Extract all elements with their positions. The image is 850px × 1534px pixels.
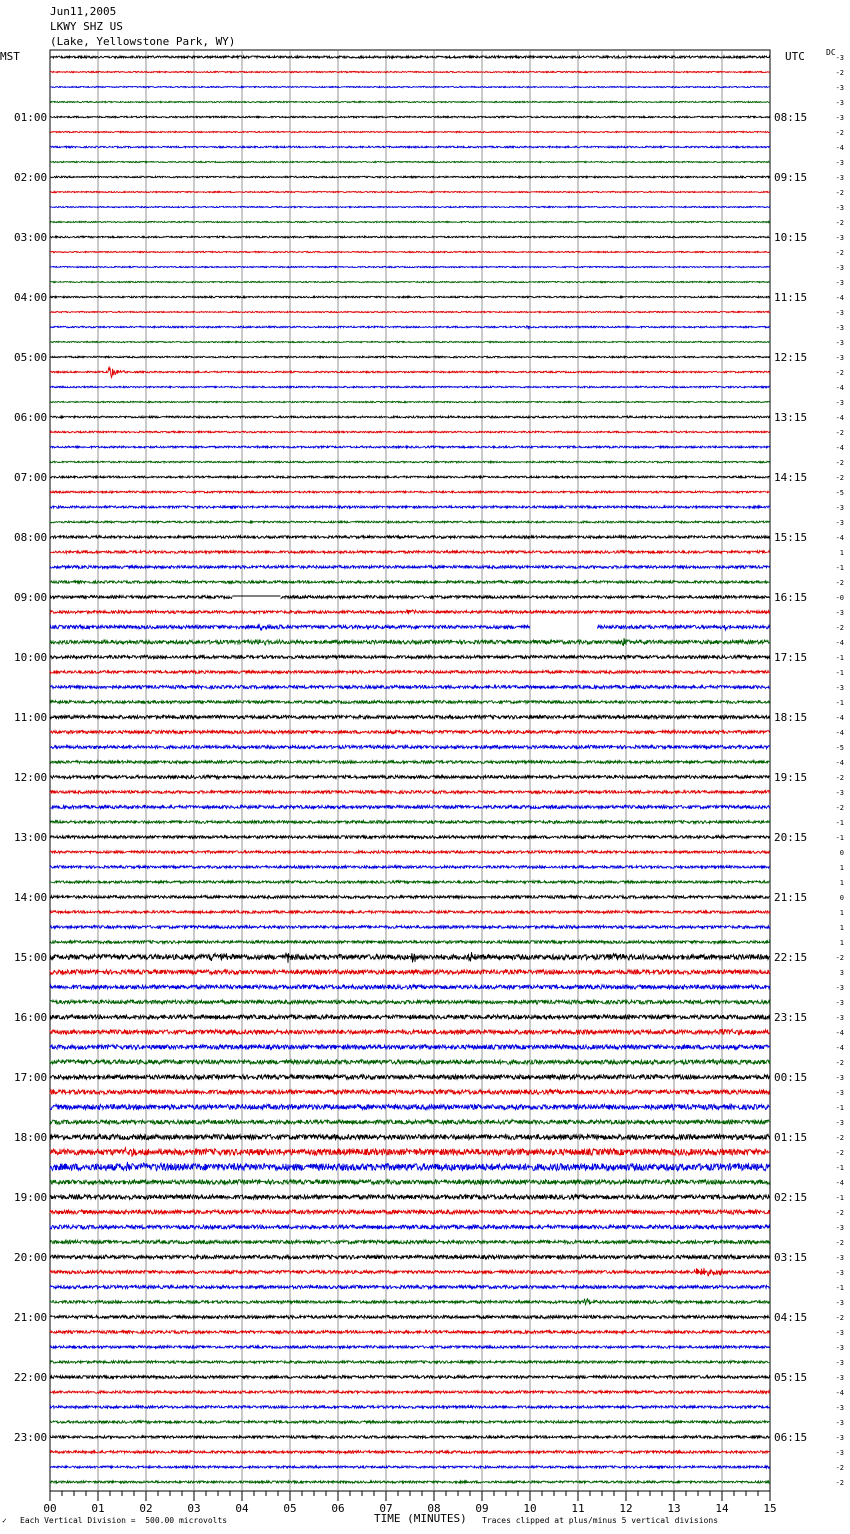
seismic-trace	[50, 851, 770, 854]
dc-offset-value: -1	[835, 699, 844, 707]
seismic-trace	[50, 161, 770, 162]
x-tick-label: 03	[187, 1502, 201, 1515]
seismic-trace	[50, 1466, 770, 1468]
dc-offset-value: -2	[835, 129, 844, 137]
dc-offset-value: -0	[835, 594, 844, 602]
left-hour-label: 11:00	[14, 711, 48, 724]
dc-offset-value: -2	[835, 1239, 844, 1247]
seismic-trace	[50, 1148, 770, 1157]
seismic-trace	[50, 952, 770, 963]
seismic-trace	[50, 491, 770, 493]
x-tick-label: 01	[91, 1502, 105, 1515]
seismic-trace	[50, 206, 770, 207]
dc-offset-value: -3	[835, 159, 844, 167]
right-hour-label: 21:15	[774, 891, 808, 904]
seismic-trace	[50, 341, 770, 342]
left-hour-label: 16:00	[14, 1011, 48, 1024]
left-hour-label: 19:00	[14, 1191, 48, 1204]
dc-offset-value: -2	[835, 219, 844, 227]
left-hour-label: 03:00	[14, 231, 48, 244]
left-hour-label: 04:00	[14, 291, 48, 304]
x-axis-title: TIME (MINUTES)	[374, 1512, 467, 1525]
dc-offset-value: -4	[835, 759, 844, 767]
seismic-trace	[50, 805, 770, 808]
left-hour-label: 05:00	[14, 351, 48, 364]
x-tick-label: 13	[667, 1502, 681, 1515]
seismic-trace	[50, 715, 770, 719]
dc-offset-value: -3	[835, 114, 844, 122]
seismic-trace	[50, 1255, 770, 1259]
left-hour-label: 01:00	[14, 111, 48, 124]
dc-offset-value: -2	[835, 369, 844, 377]
dc-offset-value: -1	[835, 1104, 844, 1112]
seismic-trace	[50, 536, 770, 539]
dc-offset-value: -3	[835, 1359, 844, 1367]
right-hour-label: 14:15	[774, 471, 808, 484]
seismic-trace	[50, 386, 770, 388]
seismic-trace	[50, 1029, 770, 1035]
dc-offset-value: -1	[835, 819, 844, 827]
dc-offset-value: -3	[835, 684, 844, 692]
dc-offset-value: -2	[835, 774, 844, 782]
x-tick-label: 00	[43, 1502, 57, 1515]
seismic-trace	[50, 251, 770, 252]
right-hour-label: 18:15	[774, 711, 808, 724]
seismic-trace	[50, 1331, 770, 1334]
seismic-trace	[50, 326, 770, 328]
right-hour-label: 06:15	[774, 1431, 808, 1444]
dc-offset-value: -2	[835, 1059, 844, 1067]
right-hour-label: 22:15	[774, 951, 808, 964]
left-hour-label: 20:00	[14, 1251, 48, 1264]
x-tick-label: 09	[475, 1502, 489, 1515]
left-hour-label: 17:00	[14, 1071, 48, 1084]
seismic-trace	[50, 596, 770, 599]
seismic-trace	[50, 416, 770, 418]
right-hour-label: 16:15	[774, 591, 808, 604]
left-hour-label: 12:00	[14, 771, 48, 784]
dc-offset-value: -3	[835, 1449, 844, 1457]
seismic-trace	[50, 1210, 770, 1214]
dc-offset-value: -3	[835, 339, 844, 347]
seismic-trace	[50, 926, 770, 929]
dc-offset-value: -3	[835, 279, 844, 287]
seismic-trace	[50, 281, 770, 282]
left-hour-label: 10:00	[14, 651, 48, 664]
left-hour-label: 13:00	[14, 831, 48, 844]
seismic-trace	[50, 551, 770, 554]
left-hour-label: 15:00	[14, 951, 48, 964]
seismic-trace	[50, 1391, 770, 1394]
right-hour-label: 15:15	[774, 531, 808, 544]
seismic-trace	[50, 761, 770, 764]
x-tick-label: 02	[139, 1502, 153, 1515]
seismic-trace	[50, 775, 770, 778]
dc-offset-value: -2	[835, 459, 844, 467]
dc-offset-value: -5	[835, 489, 844, 497]
seismic-trace	[50, 1075, 770, 1079]
dc-offset-value: 1	[839, 924, 844, 932]
seismic-trace	[50, 745, 770, 748]
dc-offset-value: -3	[835, 999, 844, 1007]
dc-offset-value: -3	[835, 204, 844, 212]
dc-offset-value: -3	[835, 324, 844, 332]
dc-offset-value: -2	[835, 954, 844, 962]
right-hour-label: 08:15	[774, 111, 808, 124]
seismic-trace	[50, 476, 770, 478]
dc-offset-value: -3	[835, 789, 844, 797]
left-hour-label: 14:00	[14, 891, 48, 904]
seismic-trace	[50, 1180, 770, 1184]
dc-offset-value: -1	[835, 834, 844, 842]
seismic-trace	[50, 1000, 770, 1004]
seismic-trace	[50, 367, 770, 377]
dc-offset-value: -2	[835, 474, 844, 482]
seismic-trace	[50, 431, 770, 433]
seismic-trace	[50, 671, 770, 674]
seismic-trace	[50, 1421, 770, 1424]
seismic-trace	[50, 1406, 770, 1409]
right-hour-label: 04:15	[774, 1311, 808, 1324]
dc-offset-value: -3	[835, 984, 844, 992]
right-hour-label: 01:15	[774, 1131, 808, 1144]
dc-offset-value: 1	[839, 864, 844, 872]
dc-offset-value: 1	[839, 879, 844, 887]
dc-offset-value: -3	[835, 1224, 844, 1232]
dc-offset-value: -4	[835, 444, 844, 452]
dc-offset-value: -2	[835, 1209, 844, 1217]
seismic-trace	[50, 730, 770, 733]
right-hour-label: 05:15	[774, 1371, 808, 1384]
dc-offset-value: -3	[835, 609, 844, 617]
right-hour-label: 03:15	[774, 1251, 808, 1264]
dc-offset-value: -2	[835, 579, 844, 587]
dc-offset-value: -1	[835, 1194, 844, 1202]
clipping-note: Traces clipped at plus/minus 5 vertical divisions	[482, 1516, 719, 1525]
dc-offset-value: -3	[835, 1089, 844, 1097]
seismic-trace	[50, 655, 770, 658]
seismic-trace	[50, 1299, 770, 1306]
dc-offset-value: -3	[835, 84, 844, 92]
dc-offset-value: 0	[839, 849, 844, 857]
seismic-trace	[50, 624, 770, 631]
dc-offset-value: -3	[835, 1254, 844, 1262]
seismic-trace	[50, 566, 770, 569]
dc-offset-value: -3	[835, 519, 844, 527]
dc-offset-value: -3	[835, 1299, 844, 1307]
dc-offset-value: -4	[835, 144, 844, 152]
station-date: Jun11,2005	[50, 5, 117, 18]
x-tick-label: 10	[523, 1502, 537, 1515]
seismic-trace	[50, 970, 770, 974]
seismic-trace	[50, 701, 770, 704]
dc-offset-header: DC	[826, 48, 836, 57]
seismic-trace	[50, 1240, 770, 1244]
seismic-trace	[50, 116, 770, 118]
seismic-trace	[50, 266, 770, 267]
right-hour-label: 20:15	[774, 831, 808, 844]
seismic-trace	[50, 1015, 770, 1019]
dc-offset-value: -4	[835, 384, 844, 392]
dc-offset-value: -4	[835, 1179, 844, 1187]
seismic-trace	[50, 685, 770, 688]
station-location: (Lake, Yellowstone Park, WY)	[50, 35, 236, 48]
seismic-trace	[50, 1225, 770, 1229]
x-tick-label: 14	[715, 1502, 729, 1515]
x-tick-label: 15	[763, 1502, 777, 1515]
dc-offset-value: 1	[839, 549, 844, 557]
seismic-trace	[50, 71, 770, 72]
vertical-scale-note: Each Vertical Division = 500.00 microvolts	[20, 1516, 228, 1525]
seismic-trace	[50, 131, 770, 132]
dc-offset-value: -2	[835, 1149, 844, 1157]
left-hour-label: 09:00	[14, 591, 48, 604]
right-hour-label: 09:15	[774, 171, 808, 184]
seismic-trace	[50, 176, 770, 178]
seismic-trace	[50, 296, 770, 298]
seismic-trace	[50, 521, 770, 523]
dc-offset-value: -3	[835, 234, 844, 242]
dc-offset-value: -4	[835, 714, 844, 722]
x-tick-label: 05	[283, 1502, 297, 1515]
seismic-trace	[50, 311, 770, 312]
dc-offset-value: -2	[835, 429, 844, 437]
seismic-trace	[50, 1481, 770, 1483]
right-hour-label: 12:15	[774, 351, 808, 364]
seismic-trace	[50, 941, 770, 944]
dc-offset-value: -3	[835, 1419, 844, 1427]
dc-offset-value: -4	[835, 414, 844, 422]
seismic-trace	[50, 821, 770, 824]
seismic-trace	[50, 866, 770, 869]
seismic-trace	[50, 401, 770, 402]
dc-offset-value: -2	[835, 804, 844, 812]
dc-offset-value: -2	[835, 1314, 844, 1322]
seismic-trace	[50, 1436, 770, 1439]
left-hour-label: 02:00	[14, 171, 48, 184]
seismic-trace	[50, 191, 770, 192]
seismic-trace	[50, 1162, 770, 1171]
seismic-trace	[50, 461, 770, 463]
seismic-trace	[50, 101, 770, 102]
dc-offset-value: -4	[835, 294, 844, 302]
dc-offset-value: -4	[835, 1029, 844, 1037]
dc-offset-value: -5	[835, 744, 844, 752]
right-hour-label: 13:15	[774, 411, 808, 424]
right-hour-label: 17:15	[774, 651, 808, 664]
dc-offset-value: 3	[839, 969, 844, 977]
dc-offset-value: -2	[835, 249, 844, 257]
dc-offset-value: -2	[835, 1479, 844, 1487]
seismic-trace	[50, 1090, 770, 1094]
right-hour-label: 00:15	[774, 1071, 808, 1084]
seismic-trace	[50, 985, 770, 989]
seismic-trace	[50, 1104, 770, 1109]
dc-offset-value: -3	[835, 1269, 844, 1277]
seismic-trace	[50, 506, 770, 508]
dc-offset-value: -3	[835, 1344, 844, 1352]
dc-offset-value: -1	[835, 669, 844, 677]
dc-offset-value: -3	[835, 264, 844, 272]
dc-offset-value: -3	[835, 1119, 844, 1127]
seismic-trace	[50, 1195, 770, 1199]
dc-offset-value: -1	[835, 1284, 844, 1292]
x-tick-label: 06	[331, 1502, 345, 1515]
seismic-trace	[50, 896, 770, 899]
right-hour-label: 23:15	[774, 1011, 808, 1024]
left-hour-label: 21:00	[14, 1311, 48, 1324]
right-hour-label: 02:15	[774, 1191, 808, 1204]
seismic-trace	[50, 791, 770, 794]
dc-offset-value: -3	[835, 1014, 844, 1022]
seismic-trace	[50, 1060, 770, 1064]
dc-offset-value: -3	[835, 1329, 844, 1337]
dc-offset-value: -3	[835, 1434, 844, 1442]
x-tick-label: 08	[427, 1502, 441, 1515]
x-tick-label: 12	[619, 1502, 633, 1515]
dc-offset-value: -2	[835, 69, 844, 77]
dc-offset-value: -1	[835, 654, 844, 662]
left-hour-label: 22:00	[14, 1371, 48, 1384]
seismic-trace	[50, 1045, 770, 1049]
plot-frame	[50, 50, 770, 1491]
left-hour-label: 06:00	[14, 411, 48, 424]
seismic-trace	[50, 881, 770, 884]
right-hour-label: 19:15	[774, 771, 808, 784]
dc-offset-value: -3	[835, 309, 844, 317]
right-hour-label: 10:15	[774, 231, 808, 244]
dc-offset-value: -1	[835, 564, 844, 572]
seismic-trace	[50, 1346, 770, 1349]
x-tick-label: 07	[379, 1502, 393, 1515]
seismic-trace	[50, 1268, 770, 1276]
seismic-trace	[50, 1285, 770, 1288]
dc-offset-value: -4	[835, 729, 844, 737]
dc-offset-value: -2	[835, 1464, 844, 1472]
left-hour-label: 08:00	[14, 531, 48, 544]
seismic-trace	[50, 86, 770, 87]
dc-offset-value: -3	[835, 174, 844, 182]
dc-offset-value: -4	[835, 1044, 844, 1052]
dc-offset-value: -3	[835, 399, 844, 407]
seismic-trace	[50, 446, 770, 448]
station-code: LKWY SHZ US	[50, 20, 123, 33]
dc-offset-value: -3	[835, 99, 844, 107]
dc-offset-value: -3	[835, 1074, 844, 1082]
seismic-trace	[50, 581, 770, 584]
dc-offset-value: -4	[835, 1389, 844, 1397]
right-timezone-label: UTC	[785, 50, 805, 63]
x-tick-label: 11	[571, 1502, 585, 1515]
left-hour-label: 18:00	[14, 1131, 48, 1144]
seismic-trace	[50, 1315, 770, 1318]
dc-offset-value: -3	[835, 1374, 844, 1382]
seismic-trace	[50, 836, 770, 839]
seismic-trace	[50, 609, 770, 614]
seismic-trace	[50, 1376, 770, 1379]
corner-mark: ✓	[2, 1516, 7, 1525]
dc-offset-value: 1	[839, 909, 844, 917]
seismic-trace	[50, 356, 770, 358]
left-hour-label: 07:00	[14, 471, 48, 484]
seismic-trace	[50, 146, 770, 148]
dc-offset-value: -2	[835, 1134, 844, 1142]
dc-offset-value: 0	[839, 894, 844, 902]
seismic-trace	[50, 1134, 770, 1139]
dc-offset-value: -3	[835, 54, 844, 62]
seismic-trace	[50, 1361, 770, 1364]
dc-offset-value: -2	[835, 189, 844, 197]
dc-offset-value: -3	[835, 1404, 844, 1412]
dc-offset-value: -4	[835, 639, 844, 647]
dc-offset-value: -1	[835, 1164, 844, 1172]
dc-offset-value: -2	[835, 624, 844, 632]
x-tick-label: 04	[235, 1502, 249, 1515]
seismic-trace	[50, 236, 770, 238]
seismic-trace	[50, 911, 770, 914]
left-hour-label: 23:00	[14, 1431, 48, 1444]
seismic-trace	[50, 1451, 770, 1454]
right-hour-label: 11:15	[774, 291, 808, 304]
seismic-trace	[50, 638, 770, 646]
seismic-trace	[50, 56, 770, 58]
dc-offset-value: -3	[835, 504, 844, 512]
left-timezone-label: MST	[0, 50, 20, 63]
dc-offset-value: -4	[835, 534, 844, 542]
seismic-trace	[50, 221, 770, 222]
dc-offset-value: 1	[839, 939, 844, 947]
seismic-trace	[50, 1120, 770, 1124]
dc-offset-value: -3	[835, 354, 844, 362]
